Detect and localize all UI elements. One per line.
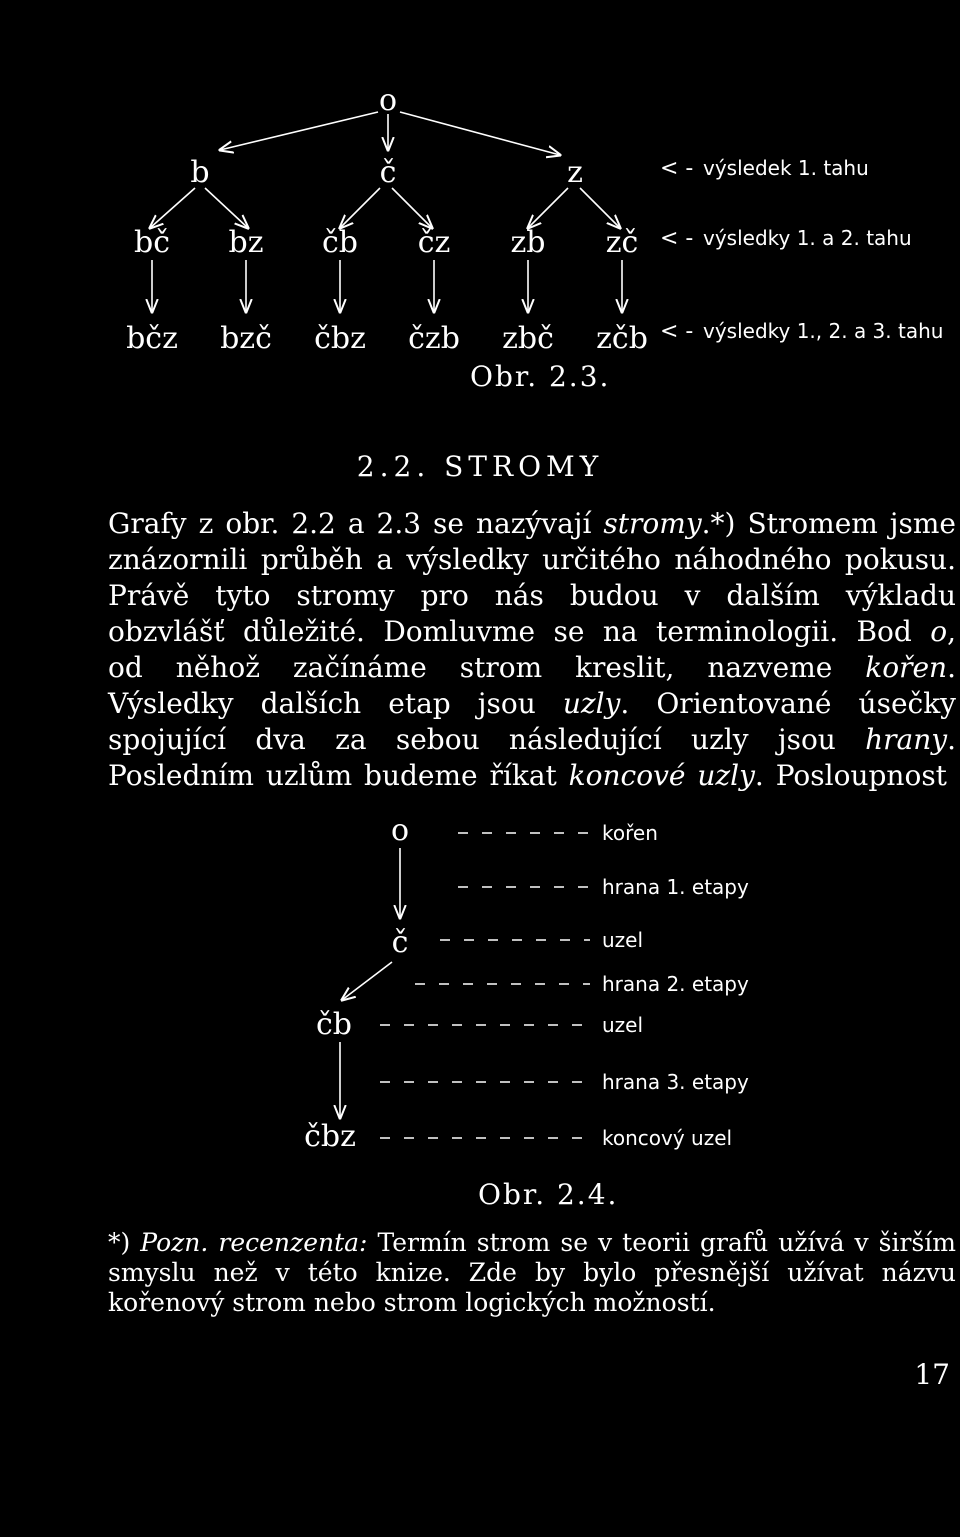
path-label: hrana 2. etapy xyxy=(602,972,749,996)
path-label: hrana 1. etapy xyxy=(602,875,749,899)
text-run: , od něhož začínáme strom kreslit, nazveme xyxy=(108,615,956,684)
legend-label: výsledek 1. tahu xyxy=(703,156,869,180)
edge xyxy=(528,188,568,228)
tree-node: zb xyxy=(510,225,546,260)
figure-2-3-tree xyxy=(126,83,943,356)
path-node: o xyxy=(390,813,410,848)
term: kořen xyxy=(865,651,948,684)
path-label: uzel xyxy=(602,1013,644,1037)
edge xyxy=(220,112,378,150)
term: koncové uzly xyxy=(568,759,755,792)
path-node: čb xyxy=(315,1007,353,1042)
edge xyxy=(580,188,620,228)
tree-node: čbz xyxy=(314,321,366,356)
edge xyxy=(342,962,392,1000)
footnote-mark: *) xyxy=(108,1228,141,1257)
footnote-label: Pozn. recenzenta: xyxy=(140,1228,368,1257)
path-label: koncový uzel xyxy=(602,1126,733,1150)
legend-label: výsledky 1. a 2. tahu xyxy=(703,226,912,250)
edge xyxy=(205,188,248,228)
edge xyxy=(400,112,560,155)
tree-node: o xyxy=(378,83,398,118)
edge xyxy=(392,188,432,228)
tree-node: čzb xyxy=(408,321,460,356)
section-heading: 2.2. STROMY xyxy=(356,450,604,483)
text-run: .*) Stromem jsme znázornili průběh a výsledky určitého náhodného pokusu. Právě tyto stromy pro nás budou v dalším výkladu obzvlášť důležité. Domluvme se na terminologii. Bod xyxy=(108,507,956,648)
tree-node: čz xyxy=(417,225,451,260)
edge xyxy=(150,188,195,228)
figure-2-4-path xyxy=(304,813,749,1154)
tree-node: z xyxy=(567,155,583,190)
tree-node: bčz xyxy=(126,321,178,356)
term: o xyxy=(930,615,948,648)
legend-arrow: < - xyxy=(660,226,694,251)
tree-node: zbč xyxy=(502,321,554,356)
tree-node: bz xyxy=(228,225,264,260)
body-paragraph xyxy=(108,506,956,794)
tree-node: č xyxy=(379,155,397,190)
text-run: . Posledním uzlům budeme říkat xyxy=(108,723,956,792)
tree-node: b xyxy=(190,155,210,190)
term: uzly xyxy=(562,687,621,720)
text-run: . Výsledky dalších etap jsou xyxy=(108,651,956,720)
legend-arrow: < - xyxy=(660,156,694,181)
legend-label: výsledky 1., 2. a 3. tahu xyxy=(703,319,944,343)
tree-node: bzč xyxy=(220,321,272,356)
page-number: 17 xyxy=(914,1358,950,1391)
term: hrany xyxy=(865,723,948,756)
tree-node: bč xyxy=(133,225,171,260)
figure-2-4-caption: Obr. 2.4. xyxy=(478,1178,619,1211)
path-label: uzel xyxy=(602,928,644,952)
legend-arrow: < - xyxy=(660,319,694,344)
footnote-text: Termín strom se v teorii grafů užívá v širším smyslu než v této knize. Zde by bylo přesnější užívat názvu kořenový strom nebo strom logických možností. xyxy=(108,1228,956,1317)
term: stromy xyxy=(603,507,702,540)
text-run: Grafy z obr. 2.2 a 2.3 se nazývají xyxy=(108,507,604,540)
edge xyxy=(340,188,380,228)
footnote xyxy=(108,1228,956,1318)
path-label: kořen xyxy=(602,821,658,845)
text-run: . Orientované úsečky spojující dva za sebou následující uzly jsou xyxy=(108,687,956,756)
tree-node: zčb xyxy=(596,321,648,356)
path-label: hrana 3. etapy xyxy=(602,1070,749,1094)
path-node: č xyxy=(391,925,409,960)
path-node: čbz xyxy=(304,1119,356,1154)
figure-2-3-caption: Obr. 2.3. xyxy=(470,360,611,393)
tree-node: čb xyxy=(321,225,359,260)
tree-node: zč xyxy=(605,225,639,260)
text-run: . Posloupnost xyxy=(754,759,947,792)
